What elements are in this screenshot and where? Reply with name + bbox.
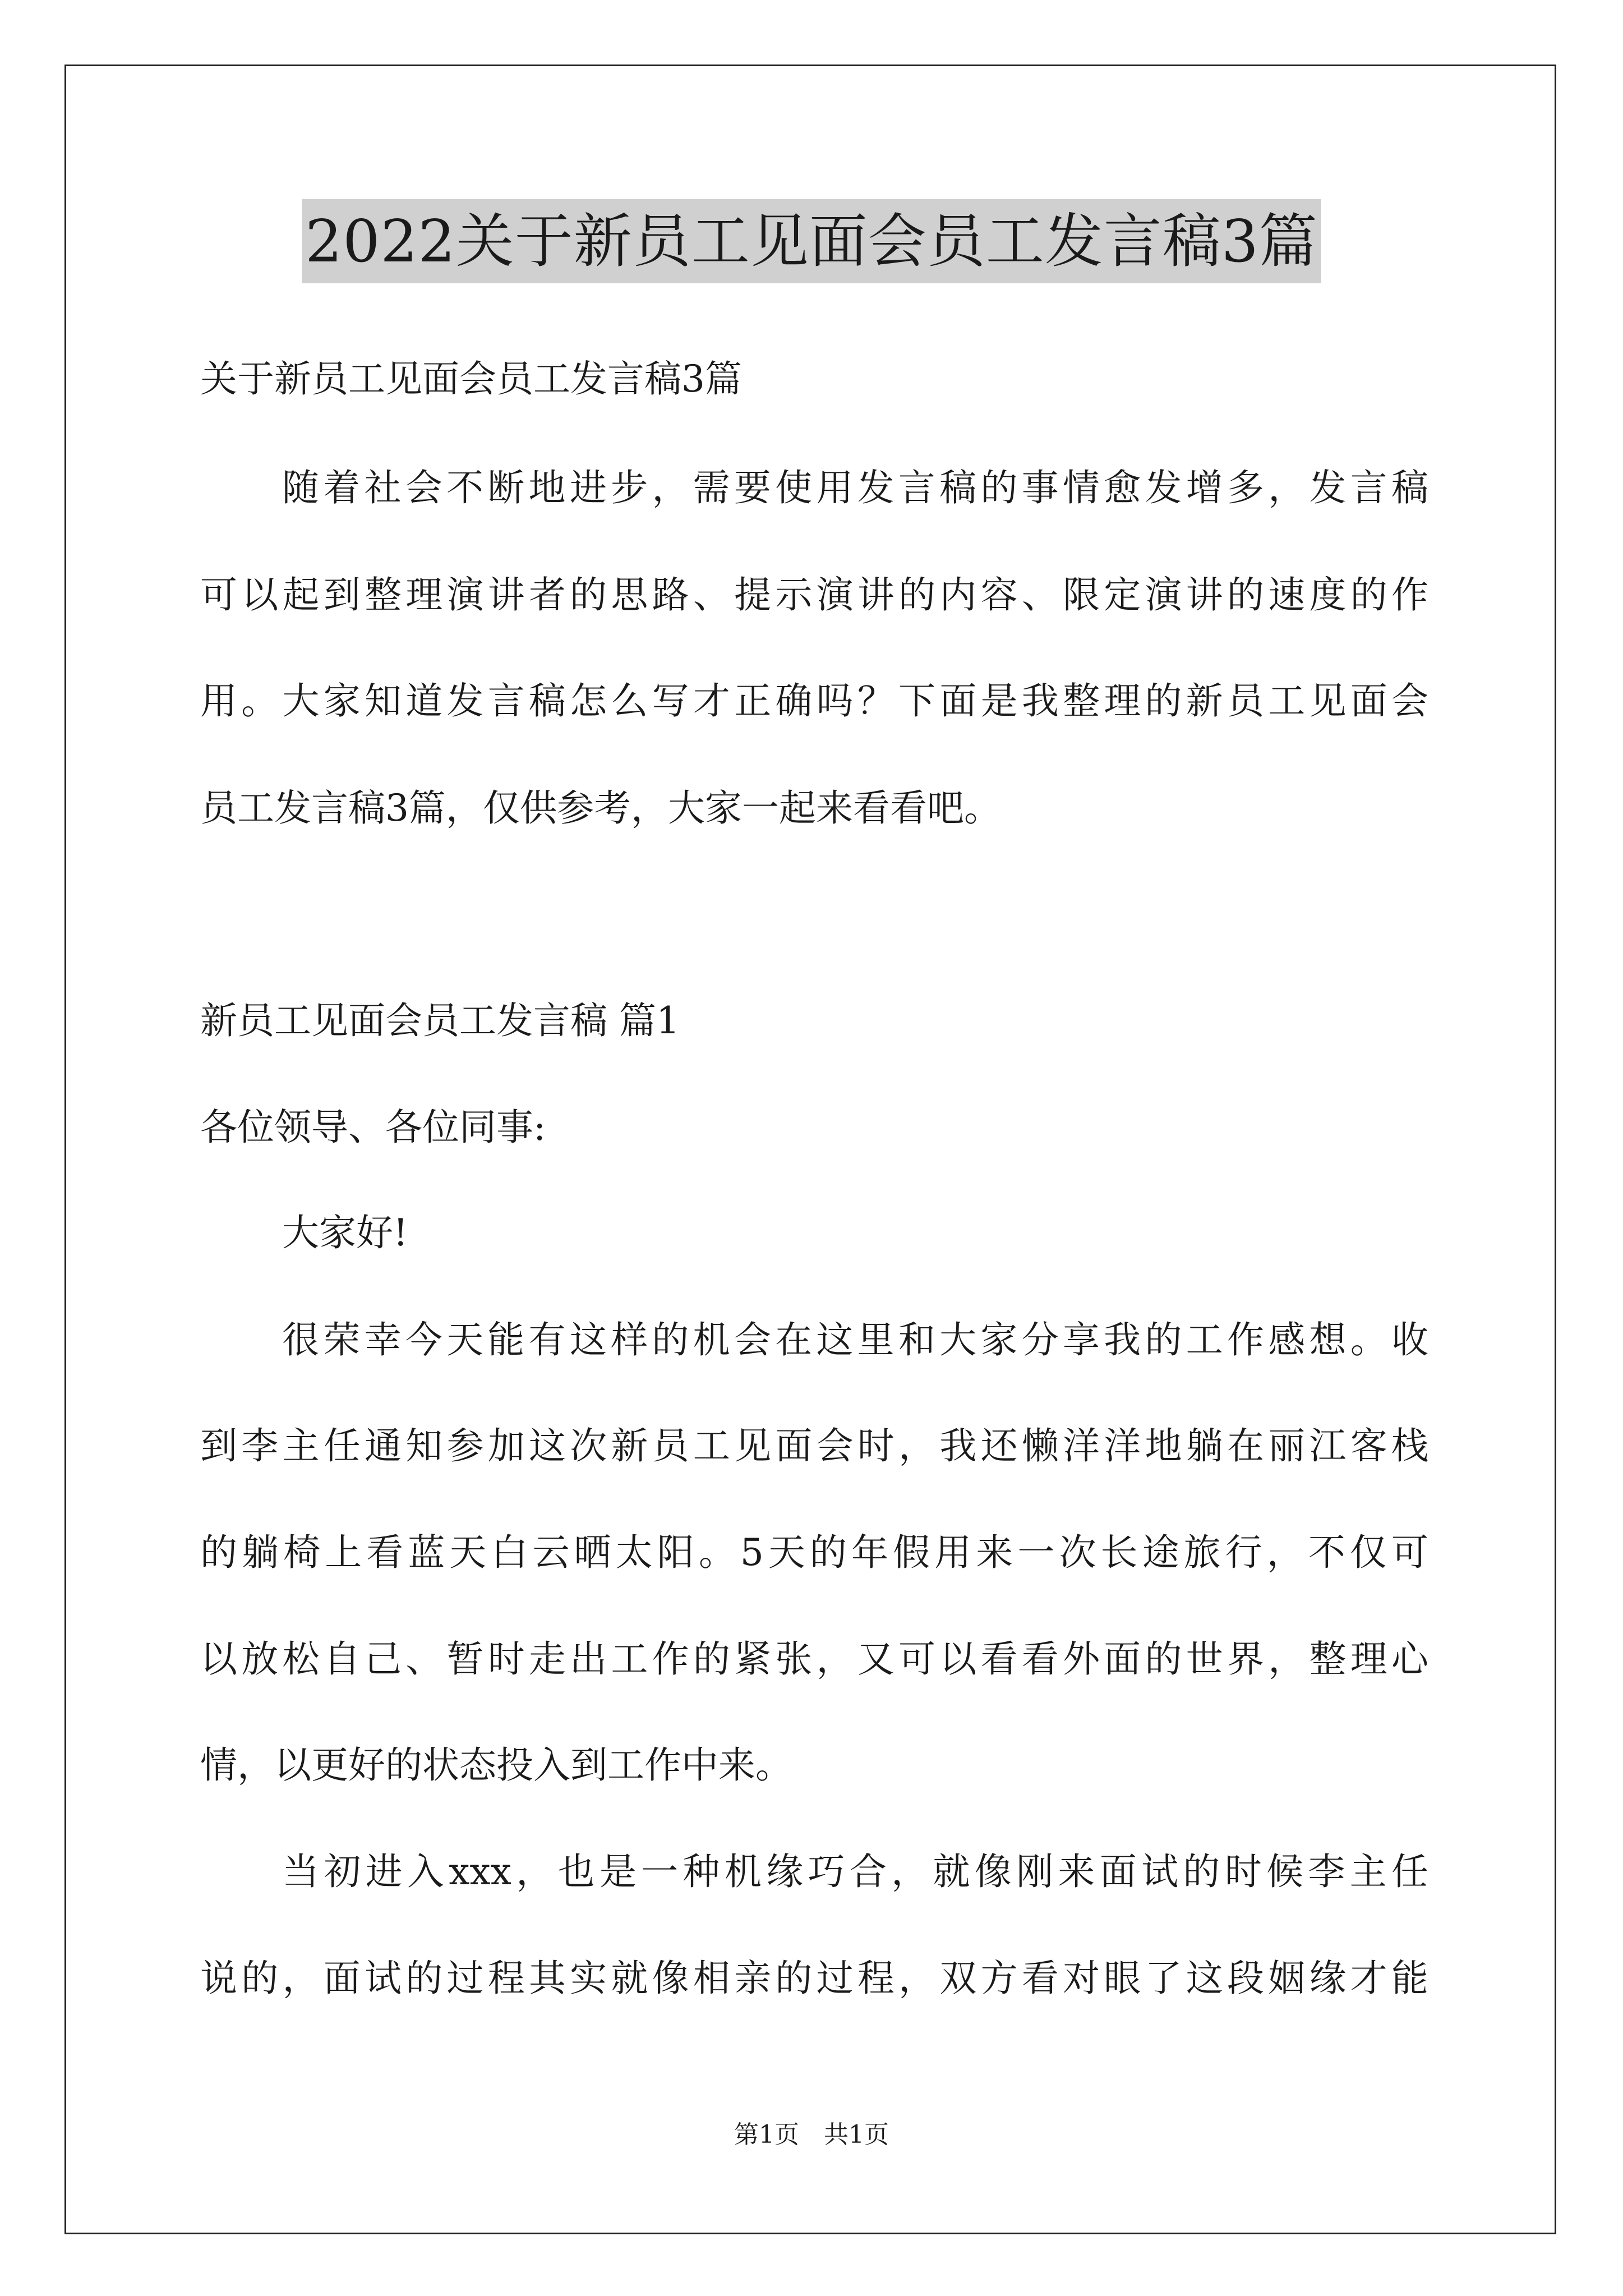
document-title-text: 2022关于新员工见面会员工发言稿3篇 — [302, 199, 1321, 283]
para1-line-5: 情，以更好的状态投入到工作中来。 — [200, 1743, 792, 1787]
salutation: 各位领导、各位同事: — [200, 1106, 546, 1149]
intro-line-3: 用。大家知道发言稿怎么写才正确吗？下面是我整理的新员工见面会 — [200, 679, 1428, 723]
section-heading: 新员工见面会员工发言稿 篇1 — [200, 999, 680, 1042]
para1-line-3: 的躺椅上看蓝天白云晒太阳。5天的年假用来一次长途旅行，不仅可 — [200, 1531, 1428, 1574]
para1-line-1: 很荣幸今天能有这样的机会在这里和大家分享我的工作感想。收 — [282, 1318, 1428, 1361]
para1-line-2: 到李主任通知参加这次新员工见面会时，我还懒洋洋地躺在丽江客栈 — [200, 1424, 1428, 1467]
greeting: 大家好! — [282, 1211, 408, 1254]
document-title — [0, 199, 1623, 283]
intro-line-2: 可以起到整理演讲者的思路、提示演讲的内容、限定演讲的速度的作 — [200, 573, 1428, 616]
page-number: 第1页 共1页 — [734, 2120, 889, 2149]
para2-line-1: 当初进入xxx，也是一种机缘巧合，就像刚来面试的时候李主任 — [282, 1850, 1428, 1893]
para2-line-2: 说的，面试的过程其实就像相亲的过程，双方看对眼了这段姻缘才能 — [200, 1957, 1428, 2000]
document-subtitle: 关于新员工见面会员工发言稿3篇 — [200, 357, 742, 401]
para1-line-4: 以放松自己、暂时走出工作的紧张，又可以看看外面的世界，整理心 — [200, 1637, 1428, 1681]
intro-line-1: 随着社会不断地进步，需要使用发言稿的事情愈发增多，发言稿 — [282, 466, 1428, 509]
intro-line-4: 员工发言稿3篇，仅供参考，大家一起来看看吧。 — [200, 786, 1001, 830]
